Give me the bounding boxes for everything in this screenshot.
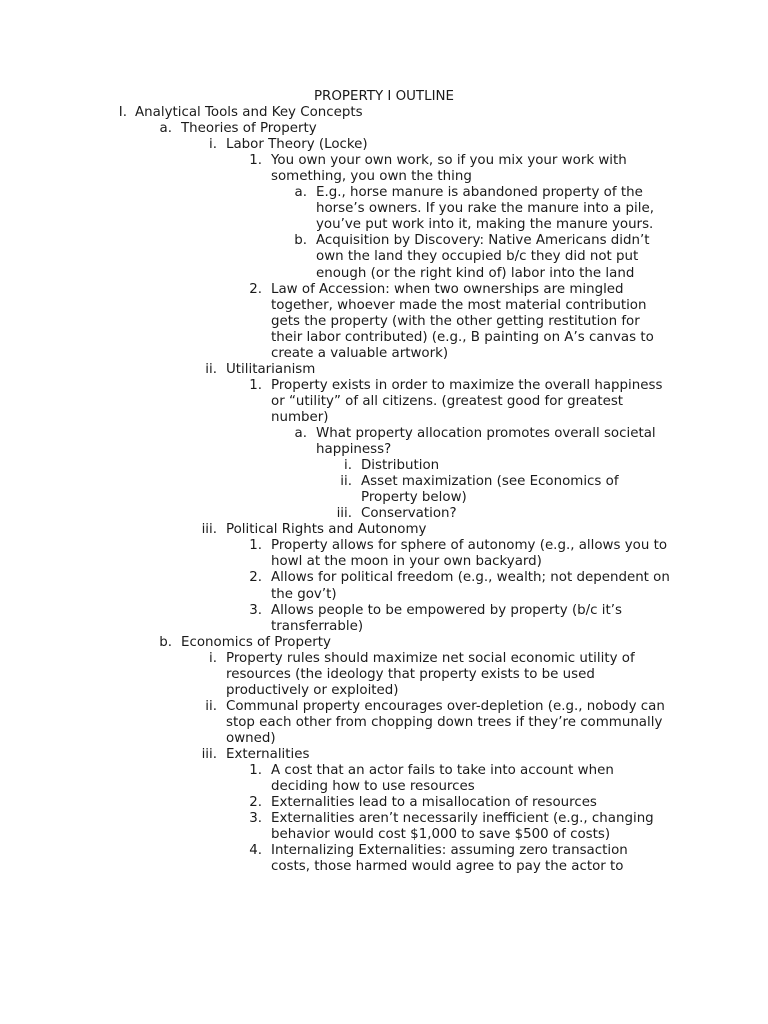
outline-line: costs, those harmed would agree to pay the actor to: [271, 859, 624, 875]
outline-marker: i.: [209, 650, 217, 666]
outline-line: howl at the moon in your own backyard): [271, 554, 542, 570]
outline-line: transferrable): [271, 618, 364, 634]
outline-line: something, you own the thing: [271, 169, 472, 185]
outline-line: Conservation?: [361, 506, 457, 522]
outline-marker: 2.: [249, 281, 262, 297]
outline-line: Labor Theory (Locke): [226, 137, 368, 153]
outline-marker: 3.: [249, 811, 262, 827]
outline-marker: a.: [294, 185, 307, 201]
outline-line: resources (the ideology that property exists to be used: [226, 666, 595, 682]
outline-marker: 4.: [249, 843, 262, 859]
outline-line: A cost that an actor fails to take into account when: [271, 763, 614, 779]
outline-marker: 1.: [249, 377, 262, 393]
outline-line: Externalities aren’t necessarily inefficient (e.g., changing: [271, 811, 654, 827]
outline-line: Property below): [361, 490, 467, 506]
outline-marker: iii.: [201, 522, 217, 538]
outline-line: you’ve put work into it, making the manure yours.: [316, 217, 654, 233]
outline-line: Externalities: [226, 747, 310, 762]
outline-line: deciding how to use resources: [271, 779, 475, 795]
outline-marker: 1.: [249, 763, 262, 779]
outline-line: Utilitarianism: [226, 361, 316, 377]
outline-marker: 2.: [249, 795, 262, 811]
outline-line: the gov’t): [271, 586, 337, 602]
outline-line: number): [271, 409, 329, 425]
outline-line: Property rules should maximize net social economic utility of: [226, 650, 635, 666]
outline-line: Political Rights and Autonomy: [226, 522, 427, 538]
outline-line: E.g., horse manure is abandoned property of the: [316, 185, 643, 201]
outline-line: Acquisition by Discovery: Native Americans didn’t: [316, 233, 650, 249]
outline-line: Communal property encourages over-depletion (e.g., nobody can: [226, 698, 665, 714]
outline-line: What property allocation promotes overall societal: [316, 426, 656, 441]
outline-line: enough (or the right kind of) labor into the land: [316, 265, 635, 281]
outline-line: own the land they occupied b/c they did not put: [316, 249, 639, 265]
outline-line: happiness?: [316, 442, 392, 458]
outline-line: or “utility” of all citizens. (greatest good for greatest: [271, 393, 624, 409]
outline-line: horse’s owners. If you rake the manure into a pile,: [316, 201, 654, 217]
outline-line: their labor contributed) (e.g., B painting on A’s canvas to: [271, 329, 654, 345]
outline-marker: a.: [294, 426, 307, 441]
document-title: PROPERTY I OUTLINE: [313, 89, 454, 104]
outline-marker: iii.: [336, 506, 352, 522]
outline-line: Distribution: [361, 458, 440, 474]
outline-marker: b.: [159, 634, 172, 650]
outline-line: Externalities lead to a misallocation of resources: [271, 795, 597, 811]
outline-marker: 3.: [249, 602, 262, 618]
outline-marker: i.: [344, 458, 352, 474]
outline-marker: 1.: [249, 153, 262, 169]
outline-line: Property exists in order to maximize the overall happiness: [271, 377, 663, 393]
outline-line: Allows people to be empowered by property (b/c it’s: [271, 602, 623, 618]
outline-marker: ii.: [205, 361, 217, 377]
outline-marker: ii.: [205, 698, 217, 714]
outline-marker: iii.: [201, 747, 217, 762]
outline-line: You own your own work, so if you mix your work with: [271, 153, 627, 169]
outline-line: Analytical Tools and Key Concepts: [135, 105, 363, 120]
outline-marker: 1.: [249, 538, 262, 554]
outline-line: Law of Accession: when two ownerships are mingled: [271, 281, 624, 297]
outline-line: productively or exploited): [226, 682, 399, 698]
outline-line: Asset maximization (see Economics of: [361, 474, 619, 490]
outline-line: Internalizing Externalities: assuming zero transaction: [271, 843, 628, 859]
outline-marker: b.: [294, 233, 307, 249]
outline-line: Allows for political freedom (e.g., wealth; not dependent on: [271, 570, 670, 586]
outline-line: Economics of Property: [181, 634, 331, 650]
outline-marker: a.: [159, 121, 172, 137]
outline-line: gets the property (with the other getting restitution for: [271, 313, 640, 329]
outline-line: owned): [226, 730, 276, 746]
outline-line: Theories of Property: [181, 121, 317, 137]
outline-line: together, whoever made the most material contribution: [271, 297, 647, 313]
outline-marker: ii.: [340, 474, 352, 490]
outline-line: stop each other from chopping down trees if they’re communally: [226, 714, 663, 730]
outline-line: create a valuable artwork): [271, 345, 449, 361]
outline-line: Property allows for sphere of autonomy (e.g., allows you to: [271, 538, 668, 554]
outline-line: behavior would cost $1,000 to save $500 of costs): [271, 827, 611, 843]
outline-marker: 2.: [249, 570, 262, 586]
outline-marker: I.: [118, 105, 127, 120]
outline-marker: i.: [209, 137, 217, 153]
